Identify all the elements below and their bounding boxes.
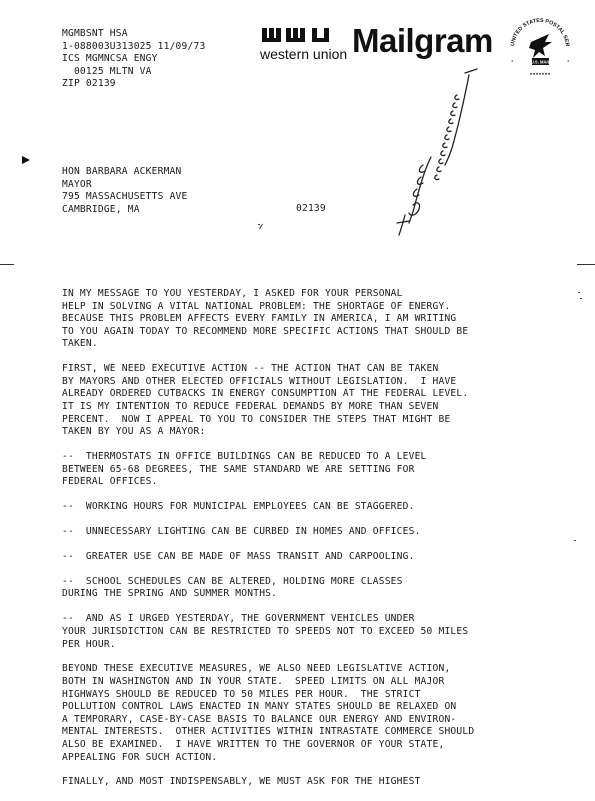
body-line: TAKEN. xyxy=(62,338,98,350)
svg-text:★: ★ xyxy=(567,58,570,63)
body-line: -- THERMOSTATS IN OFFICE BUILDINGS CAN BE REDUCED TO A LEVEL xyxy=(62,451,427,463)
body-line: POLLUTION CONTROL LAWS ENACTED IN MANY STATES SHOULD BE RELAXED ON xyxy=(62,701,457,713)
body-line: BOTH IN WASHINGTON AND IN YOUR STATE. SPEED LIMITS ON ALL MAJOR xyxy=(62,676,445,688)
body-paragraph xyxy=(62,451,572,489)
body-paragraph xyxy=(62,663,572,764)
body-paragraph xyxy=(62,526,572,539)
recipient-city: CAMBRIDGE, MA xyxy=(62,203,140,215)
body-line: PERCENT. NOW I APPEAL TO YOU TO CONSIDER THE STEPS THAT MIGHT BE xyxy=(62,413,451,425)
body-paragraph xyxy=(62,363,572,439)
routing-line: 1-088003U313025 11/09/73 xyxy=(62,40,206,52)
body-line: MENTAL INTERESTS. OTHER ACTIVITIES WITHIN INTRASTATE COMMERCE SHOULD xyxy=(62,726,475,738)
body-line: FEDERAL OFFICES. xyxy=(62,476,158,488)
body-line: DURING THE SPRING AND SUMMER MONTHS. xyxy=(62,588,278,600)
body-line: BECAUSE THIS PROBLEM AFFECTS EVERY FAMILY IN AMERICA, I AM WRITING xyxy=(62,313,457,325)
perforation-left xyxy=(0,264,14,265)
body-line: FIRST, WE NEED EXECUTIVE ACTION -- THE ACTION THAT CAN BE TAKEN xyxy=(62,363,439,375)
body-line: APPEALING FOR SUCH ACTION. xyxy=(62,751,218,763)
recipient-address xyxy=(62,166,188,216)
print-speck xyxy=(258,224,260,225)
seal-bottom-text: U.S. MAIL xyxy=(530,59,551,65)
body-line: YOUR JURISDICTION CAN BE RESTRICTED TO SPEEDS NOT TO EXCEED 50 MILES xyxy=(62,625,469,637)
routing-line: ICS MGMNCSA ENGY xyxy=(62,53,158,65)
body-line: PER HOUR. xyxy=(62,638,116,650)
recipient-title: MAYOR xyxy=(62,178,92,190)
recipient-arrow-icon xyxy=(22,156,30,164)
svg-text:★★★★★★★: ★★★★★★★ xyxy=(529,71,551,77)
body-line: -- UNNECESSARY LIGHTING CAN BE CURBED IN HOMES AND OFFICES. xyxy=(62,526,421,538)
recipient-zip: 02139 xyxy=(296,203,326,214)
body-line: A TEMPORARY, CASE-BY-CASE BASIS TO BALANCE OUR ENERGY AND ENVIRON- xyxy=(62,713,457,725)
print-speck xyxy=(574,540,576,541)
body-line: BY MAYORS AND OTHER ELECTED OFFICIALS WITHOUT LEGISLATION. I HAVE xyxy=(62,375,457,387)
body-line: -- WORKING HOURS FOR MUNICIPAL EMPLOYEES CAN BE STAGGERED. xyxy=(62,501,415,513)
body-paragraph xyxy=(62,288,572,351)
body-line: TO YOU AGAIN TODAY TO RECOMMEND MORE SPECIFIC ACTIONS THAT SHOULD BE xyxy=(62,325,469,337)
body-line: -- AND AS I URGED YESTERDAY, THE GOVERNMENT VEHICLES UNDER xyxy=(62,613,415,625)
usps-eagle-seal-icon xyxy=(505,12,575,78)
body-paragraph xyxy=(62,776,572,789)
mailgram-wordmark: Mailgram xyxy=(352,22,493,59)
print-speck xyxy=(578,292,580,293)
body-line: FINALLY, AND MOST INDISPENSABLY, WE MUST ASK FOR THE HIGHEST xyxy=(62,776,421,788)
body-line: HIGHWAYS SHOULD BE REDUCED TO 50 MILES PER HOUR. THE STRICT xyxy=(62,688,421,700)
body-line: IN MY MESSAGE TO YOU YESTERDAY, I ASKED FOR YOUR PERSONAL xyxy=(62,288,403,299)
routing-line: ZIP 02139 xyxy=(62,78,116,90)
body-line: IT IS MY INTENTION TO REDUCE FEDERAL DEMANDS BY MORE THAN SEVEN xyxy=(62,401,439,413)
body-line: BETWEEN 65-68 DEGREES, THE SAME STANDARD WE ARE SETTING FOR xyxy=(62,463,415,475)
seal-top-text: UNITED STATES POSTAL SER xyxy=(510,17,570,47)
body-line: -- SCHOOL SCHEDULES CAN BE ALTERED, HOLDING MORE CLASSES xyxy=(62,575,403,587)
body-paragraph xyxy=(62,576,572,601)
recipient-street: 795 MASSACHUSETTS AVE xyxy=(62,191,188,203)
body-line: BEYOND THESE EXECUTIVE MEASURES, WE ALSO NEED LEGISLATIVE ACTION, xyxy=(62,663,451,675)
body-line: TAKEN BY YOU AS A MAYOR: xyxy=(62,426,206,438)
routing-header xyxy=(62,28,205,91)
routing-line: 00125 MLTN VA xyxy=(62,65,152,77)
body-line: -- GREATER USE CAN BE MADE OF MASS TRANSIT AND CARPOOLING. xyxy=(62,550,415,562)
handwritten-annotation xyxy=(395,65,485,245)
recipient-name: HON BARBARA ACKERMAN xyxy=(62,166,182,177)
print-speck xyxy=(580,298,582,299)
body-line: ALSO BE EXAMINED. I HAVE WRITTEN TO THE GOVERNOR OF YOUR STATE, xyxy=(62,739,445,750)
body-line: ALREADY ORDERED CUTBACKS IN ENERGY CONSUMPTION AT THE FEDERAL LEVEL. xyxy=(62,388,469,400)
western-union-logo-mark xyxy=(262,28,340,44)
western-union-wordmark: western union xyxy=(260,46,348,62)
body-paragraph xyxy=(62,551,572,564)
body-line: HELP IN SOLVING A VITAL NATIONAL PROBLEM: THE SHORTAGE OF ENERGY. xyxy=(62,300,451,312)
western-union-mailgram-logo xyxy=(258,22,508,66)
body-paragraph xyxy=(62,613,572,651)
perforation-right xyxy=(577,264,595,265)
letter-body xyxy=(62,288,572,801)
routing-line: MGMBSNT HSA xyxy=(62,28,128,39)
body-paragraph xyxy=(62,501,572,514)
svg-text:★: ★ xyxy=(511,58,514,63)
